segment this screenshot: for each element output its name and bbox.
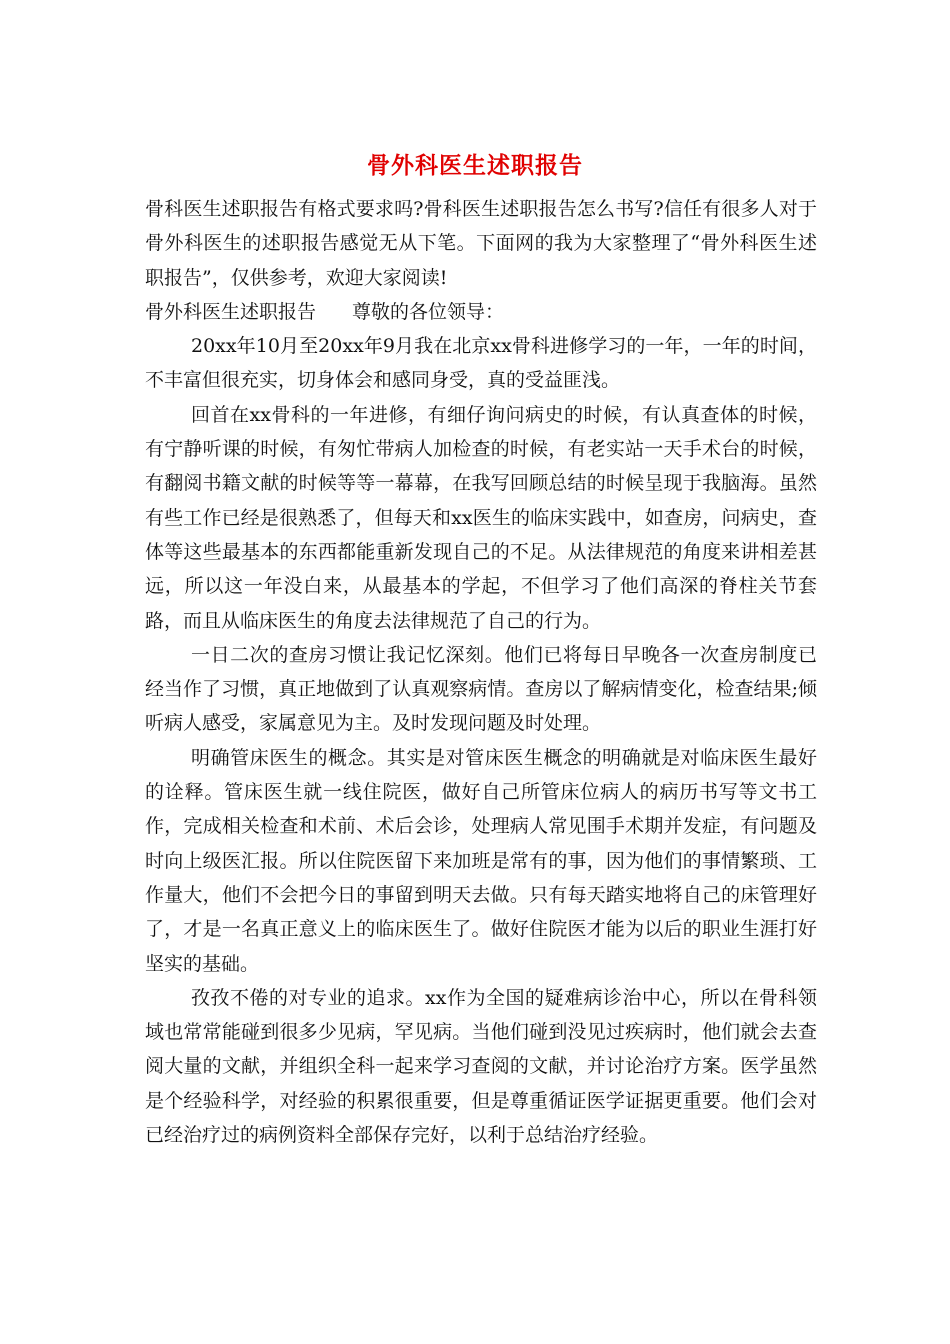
body-paragraph-1: 20xx年10月至20xx年9月我在北京xx骨科进修学习的一年，一年的时间，不丰富但很充实，切身体会和感同身受，真的受益匪浅。 bbox=[145, 335, 817, 392]
body-paragraph-3: 一日二次的查房习惯让我记忆深刻。他们已将每日早晚各一次查房制度已经当作了习惯，真正地做到了认真观察病情。查房以了解病情变化，检查结果;倾听病人感受，家属意见为主。及时发现问题及时处理。 bbox=[145, 643, 817, 735]
body-paragraph-4: 明确管床医生的概念。其实是对管床医生概念的明确就是对临床医生最好的诠释。管床医生就一线住院医，做好自己所管床位病人的病历书写等文书工作，完成相关检查和术前、术后会诊，处理病人常见围手术期并发症，有问题及时向上级医汇报。所以住院医留下来加班是常有的事，因为他们的事情繁琐、工作量大，他们不会把今日的事留到明天去做。只有每天踏实地将自己的床管理好了，才是一名真正意义上的临床医生了。做好住院医才能为以后的职业生涯打好坚实的基础。 bbox=[145, 746, 817, 975]
intro-paragraph: 骨科医生述职报告有格式要求吗?骨科医生述职报告怎么书写?信任有很多人对于骨外科医生的述职报告感觉无从下笔。下面网的我为大家整理了“骨外科医生述职报告”，仅供参考，欢迎大家阅读! bbox=[145, 198, 817, 289]
heading-line bbox=[145, 295, 817, 329]
report-heading: 骨外科医生述职报告 bbox=[145, 300, 317, 323]
body-paragraph-5: 孜孜不倦的对专业的追求。xx作为全国的疑难病诊治中心，所以在骨科领域也常常能碰到很多少见病，罕见病。当他们碰到没见过疾病时，他们就会去查阅大量的文献，并组织全科一起来学习查阅的文献，并讨论治疗方案。医学虽然是个经验科学，对经验的积累很重要，但是尊重循证医学证据更重要。他们会对已经治疗过的病例资料全部保存完好，以利于总结治疗经验。 bbox=[145, 986, 817, 1147]
salutation: 尊敬的各位领导： bbox=[352, 300, 505, 323]
body-paragraph-2: 回首在xx骨科的一年进修，有细仔询问病史的时候，有认真查体的时候，有宁静听课的时候，有匆忙带病人加检查的时候，有老实站一天手术台的时候，有翻阅书籍文献的时候等等一幕幕，在我写回顾总结的时候呈现于我脑海。虽然有些工作已经是很熟悉了，但每天和xx医生的临床实践中，如查房，问病史，查体等这些最基本的东西都能重新发现自己的不足。从法律规范的角度来讲相差甚远，所以这一年没白来，从最基本的学起，不但学习了他们高深的脊柱关节套路，而且从临床医生的角度去法律规范了自己的行为。 bbox=[145, 403, 817, 632]
document-title: 骨外科医生述职报告 bbox=[367, 152, 583, 179]
document-body bbox=[145, 192, 817, 1152]
